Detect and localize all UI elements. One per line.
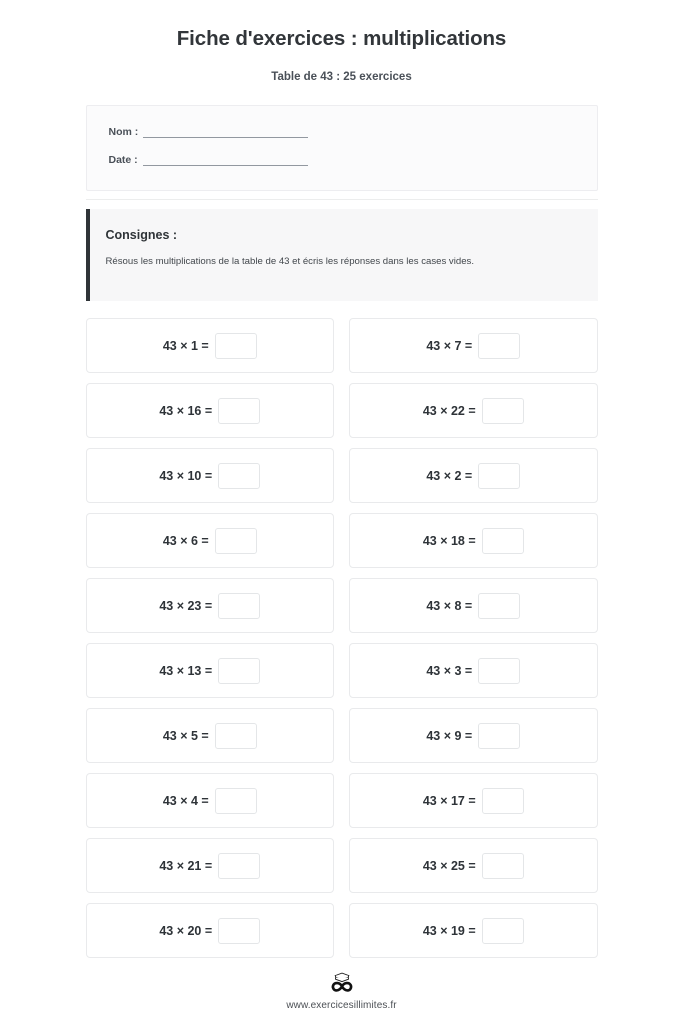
exercise-expression: 43 × 13 = — [159, 663, 213, 678]
exercise-answer-box[interactable] — [482, 788, 524, 814]
page-title: Fiche d'exercices : multiplications — [176, 27, 507, 50]
page-subtitle: Table de 43 : 25 exercices — [271, 71, 412, 83]
exercise-expression: 43 × 17 = — [422, 793, 476, 808]
page-footer — [0, 967, 683, 1024]
worksheet-header — [86, 0, 598, 83]
exercise-inner — [426, 463, 520, 489]
exercise-card — [86, 773, 335, 828]
exercise-answer-box[interactable] — [218, 918, 260, 944]
exercise-expression: 43 × 8 = — [426, 598, 473, 613]
exercise-expression: 43 × 1 = — [162, 338, 209, 353]
exercise-expression: 43 × 7 = — [426, 338, 473, 353]
exercise-expression: 43 × 22 = — [422, 403, 476, 418]
exercise-expression: 43 × 19 = — [422, 923, 476, 938]
exercise-expression: 43 × 9 = — [426, 728, 473, 743]
exercise-inner — [159, 658, 260, 684]
name-input-rule[interactable] — [143, 126, 308, 138]
instructions-panel — [86, 209, 598, 301]
exercise-inner — [423, 528, 524, 554]
exercise-expression: 43 × 2 = — [426, 468, 473, 483]
exercise-inner — [426, 658, 520, 684]
instructions-text: Résous les multiplications de la table de 43 et écris les réponses dans les cases vides. — [105, 256, 474, 267]
exercise-expression: 43 × 16 = — [159, 403, 213, 418]
exercise-answer-box[interactable] — [482, 528, 524, 554]
exercise-answer-box[interactable] — [215, 723, 257, 749]
exercise-card — [86, 643, 335, 698]
exercise-expression: 43 × 6 = — [162, 533, 209, 548]
exercise-card — [349, 318, 598, 373]
exercise-answer-box[interactable] — [478, 333, 520, 359]
exercise-answer-box[interactable] — [478, 463, 520, 489]
exercise-card — [86, 383, 335, 438]
exercise-card — [349, 838, 598, 893]
exercise-inner — [163, 333, 257, 359]
exercise-inner — [163, 723, 257, 749]
date-input-rule[interactable] — [143, 154, 308, 166]
exercise-expression: 43 × 10 = — [159, 468, 213, 483]
exercise-expression: 43 × 18 = — [422, 533, 476, 548]
exercise-card — [86, 448, 335, 503]
exercise-answer-box[interactable] — [482, 918, 524, 944]
exercise-inner — [163, 788, 257, 814]
exercise-expression: 43 × 23 = — [159, 598, 213, 613]
exercise-card — [349, 708, 598, 763]
exercise-inner — [159, 918, 260, 944]
exercise-inner — [159, 593, 260, 619]
exercise-answer-box[interactable] — [215, 333, 257, 359]
exercise-answer-box[interactable] — [218, 463, 260, 489]
exercise-expression: 43 × 5 = — [162, 728, 209, 743]
exercise-card — [86, 838, 335, 893]
exercise-card — [86, 708, 335, 763]
date-label: Date : — [108, 154, 138, 166]
exercise-answer-box[interactable] — [218, 658, 260, 684]
exercise-grid — [86, 318, 598, 958]
site-url[interactable]: www.exercicesillimites.fr — [286, 1000, 397, 1011]
exercise-inner — [423, 788, 524, 814]
exercise-answer-box[interactable] — [478, 723, 520, 749]
exercise-answer-box[interactable] — [218, 593, 260, 619]
name-label: Nom : — [108, 126, 139, 138]
exercise-answer-box[interactable] — [478, 593, 520, 619]
exercise-answer-box[interactable] — [478, 658, 520, 684]
exercise-answer-box[interactable] — [218, 398, 260, 424]
exercise-expression: 43 × 25 = — [422, 858, 476, 873]
exercise-answer-box[interactable] — [215, 528, 257, 554]
exercise-inner — [423, 398, 524, 424]
books-infinity-logo-icon — [322, 967, 362, 993]
exercise-card — [86, 903, 335, 958]
instructions-heading: Consignes : — [105, 228, 178, 242]
exercise-card — [349, 578, 598, 633]
name-row — [109, 126, 597, 138]
exercise-inner — [426, 333, 520, 359]
exercise-inner — [163, 528, 257, 554]
exercise-card — [349, 903, 598, 958]
exercise-expression: 43 × 3 = — [426, 663, 473, 678]
exercise-card — [349, 383, 598, 438]
section-divider — [86, 199, 598, 200]
date-row — [109, 154, 597, 166]
exercise-inner — [159, 853, 260, 879]
exercise-expression: 43 × 4 = — [162, 793, 209, 808]
worksheet-content — [86, 0, 598, 958]
exercise-inner — [426, 723, 520, 749]
exercise-inner — [423, 853, 524, 879]
exercise-inner — [426, 593, 520, 619]
exercise-answer-box[interactable] — [482, 853, 524, 879]
student-identity-box — [86, 105, 598, 191]
exercise-inner — [159, 398, 260, 424]
exercise-card — [349, 448, 598, 503]
exercise-card — [349, 773, 598, 828]
exercise-answer-box[interactable] — [215, 788, 257, 814]
exercise-card — [349, 643, 598, 698]
exercise-inner — [159, 463, 260, 489]
exercise-inner — [423, 918, 524, 944]
exercise-expression: 43 × 20 = — [159, 923, 213, 938]
exercise-card — [349, 513, 598, 568]
exercise-answer-box[interactable] — [218, 853, 260, 879]
exercise-answer-box[interactable] — [482, 398, 524, 424]
exercise-expression: 43 × 21 = — [159, 858, 213, 873]
exercise-card — [86, 318, 335, 373]
exercise-card — [86, 513, 335, 568]
exercise-card — [86, 578, 335, 633]
